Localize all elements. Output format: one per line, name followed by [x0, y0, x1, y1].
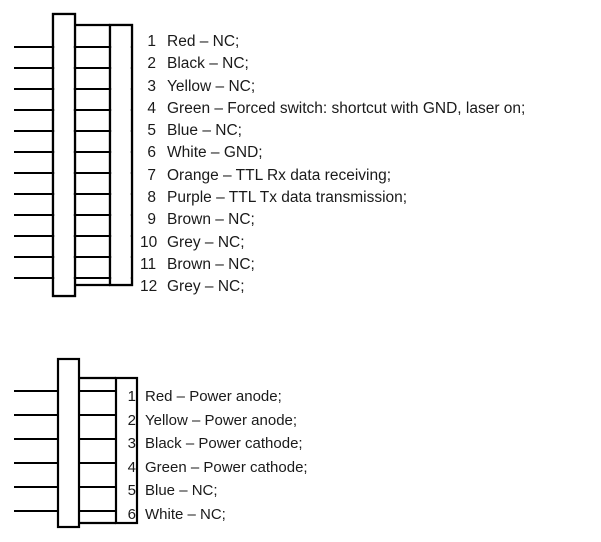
- pin-row: [140, 76, 525, 98]
- pin-number: 4: [127, 458, 136, 476]
- wire-stub-group: [79, 391, 116, 511]
- pin-list-12: [140, 31, 525, 299]
- pin-list-6: [126, 385, 308, 527]
- pin-number: 3: [127, 435, 136, 453]
- pin-row: [126, 409, 308, 433]
- pin-row: [140, 98, 525, 120]
- pin-description: Orange – TTL Rx data receiving;: [167, 166, 392, 184]
- pin-description: Grey – NC;: [167, 233, 245, 251]
- pin-row: [140, 53, 525, 75]
- pin-number: 8: [147, 189, 156, 207]
- pin-number: 4: [147, 99, 156, 117]
- pin-description: Blue – NC;: [145, 482, 218, 500]
- pin-number: 7: [147, 166, 156, 184]
- pin-row: [140, 31, 525, 53]
- pin-description: Green – Forced switch: shortcut with GND, laser on;: [167, 99, 526, 117]
- pin-description: Brown – NC;: [167, 211, 255, 229]
- pin-number: 6: [127, 505, 136, 523]
- pin-row: [140, 276, 525, 298]
- pin-description: Grey – NC;: [167, 278, 245, 296]
- pin-row: [140, 209, 525, 231]
- pin-number: 5: [147, 122, 156, 140]
- pin-number: 10: [140, 233, 158, 251]
- pin-row: [126, 456, 308, 480]
- pin-number: 9: [147, 211, 156, 229]
- pin-description: White – NC;: [145, 505, 226, 523]
- pin-number: 5: [127, 482, 136, 500]
- pin-description: Black – NC;: [167, 55, 249, 73]
- pin-number: 6: [147, 144, 156, 162]
- pin-row: [140, 254, 525, 276]
- pin-row: [140, 232, 525, 254]
- pin-number: 11: [140, 255, 157, 273]
- wire-lead-group: [14, 391, 58, 511]
- connector-housing-outer: [58, 359, 79, 527]
- wire-lead-group: [14, 47, 53, 278]
- pin-number: 3: [147, 77, 156, 95]
- pin-row: [126, 385, 308, 409]
- connector-6-pin-diagram: [0, 345, 601, 542]
- pin-row: [140, 142, 525, 164]
- pin-description: Red – Power anode;: [145, 388, 282, 405]
- pin-description: Yellow – NC;: [167, 77, 256, 95]
- pin-number: 1: [147, 33, 156, 50]
- pin-description: Green – Power cathode;: [145, 458, 308, 476]
- pin-row: [126, 479, 308, 503]
- pin-description: White – GND;: [167, 144, 263, 162]
- housing-outer-fill: [54, 15, 74, 295]
- pin-row: [140, 165, 525, 187]
- pin-number: 2: [127, 411, 136, 429]
- pin-description: Brown – NC;: [167, 255, 255, 273]
- pin-description: Black – Power cathode;: [145, 435, 303, 453]
- pin-description: Red – NC;: [167, 33, 240, 50]
- pin-description: Blue – NC;: [167, 122, 242, 140]
- pin-row: [140, 187, 525, 209]
- housing-inner-fill: [111, 26, 131, 284]
- pin-number: 2: [147, 55, 156, 73]
- pin-row: [140, 120, 525, 142]
- pin-description: Purple – TTL Tx data transmission;: [167, 189, 408, 207]
- pin-number: 12: [140, 278, 158, 296]
- wire-stub-group: [75, 47, 110, 278]
- pin-number: 1: [127, 388, 136, 405]
- pin-row: [126, 503, 308, 527]
- pin-row: [126, 432, 308, 456]
- pin-description: Yellow – Power anode;: [145, 411, 298, 429]
